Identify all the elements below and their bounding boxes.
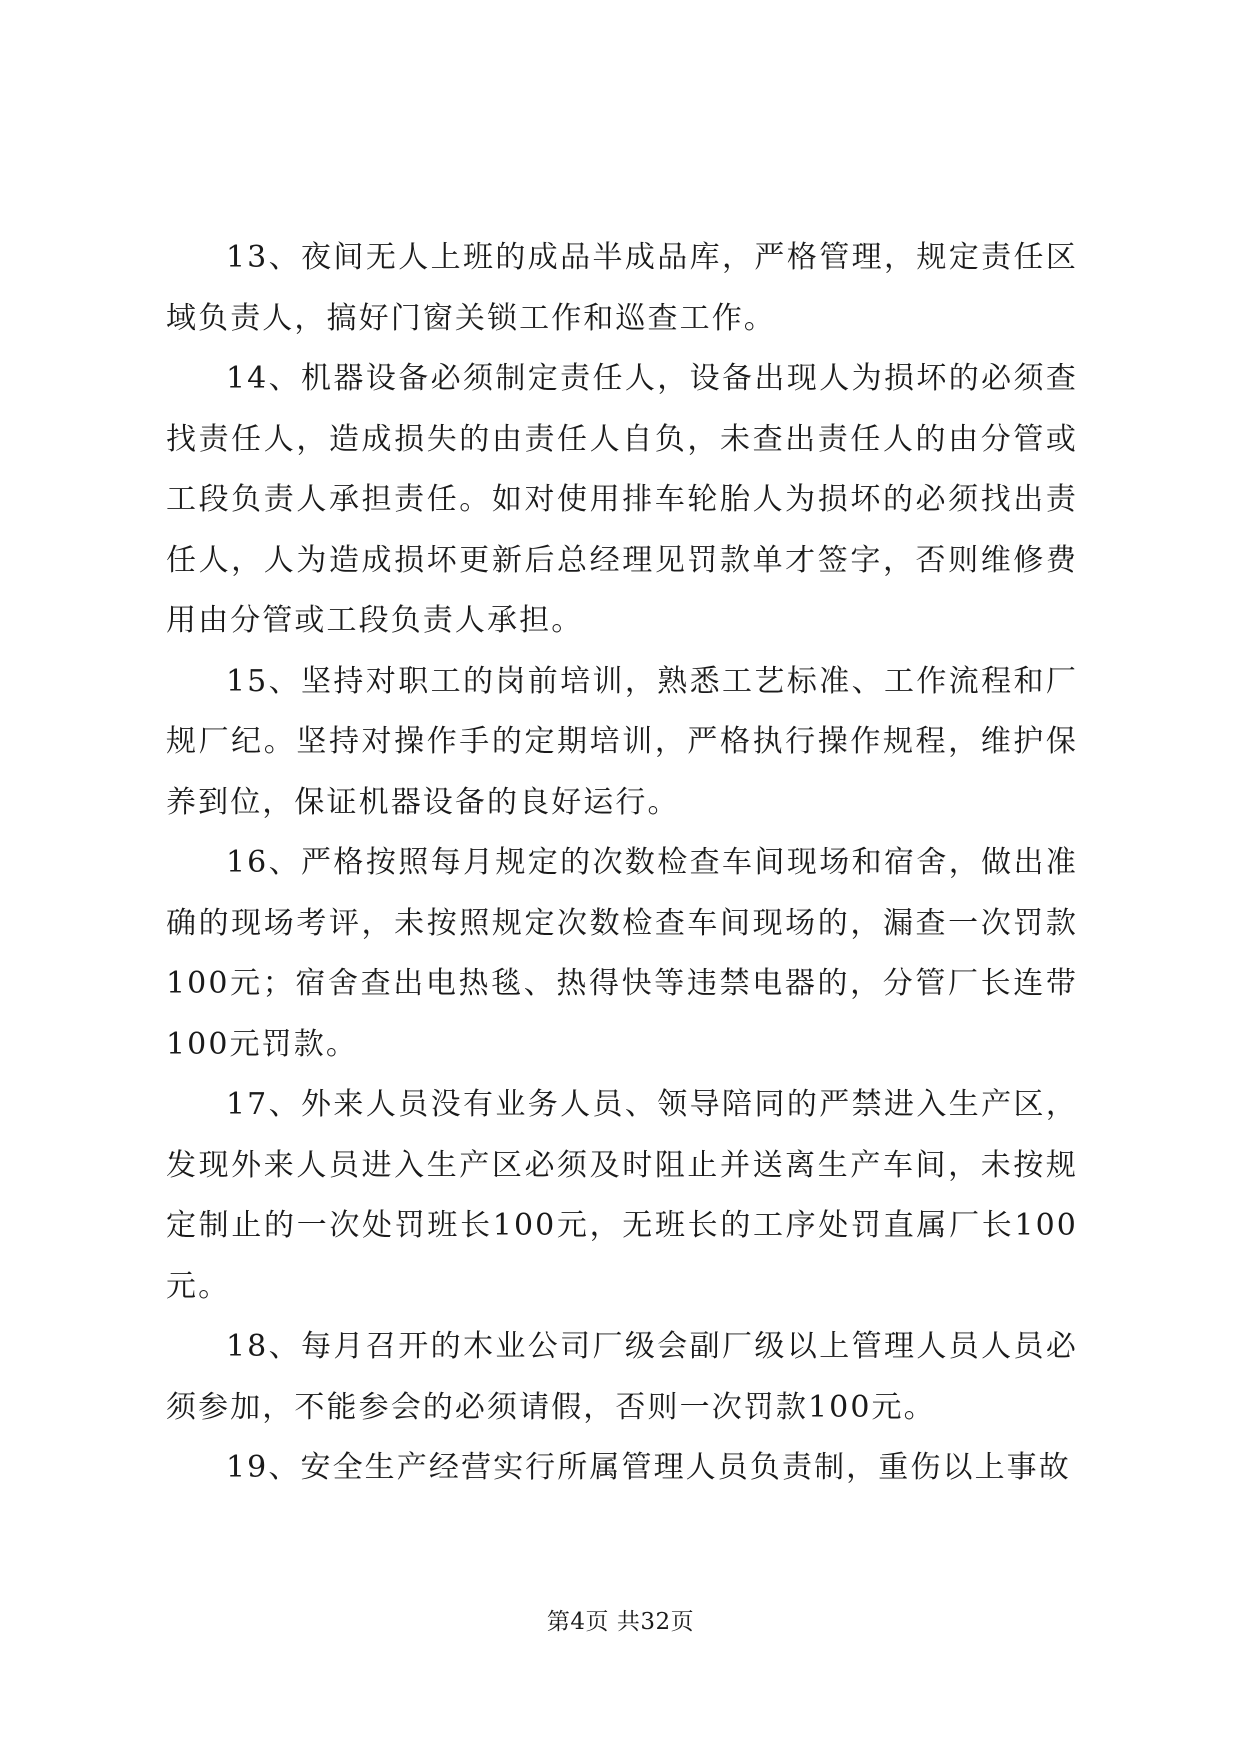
paragraph-14: 14、机器设备必须制定责任人，设备出现人为损坏的必须查找责任人，造成损失的由责任人自负，未查出责任人的由分管或工段负责人承担责任。如对使用排车轮胎人为损坏的必须找出责任人，人为造成损坏更新后总经理见罚款单才签字，否则维修费用由分管或工段负责人承担。: [166, 361, 1078, 638]
paragraph-18: 18、每月召开的木业公司厂级会副厂级以上管理人员人员必须参加，不能参会的必须请假，否则一次罚款100元。: [166, 1329, 1078, 1425]
paragraph-13: 13、夜间无人上班的成品半成品库，严格管理，规定责任区域负责人，搞好门窗关锁工作和巡查工作。: [166, 240, 1078, 336]
page-number-footer: 第4页 共32页: [546, 1609, 695, 1635]
paragraph-16: 16、严格按照每月规定的次数检查车间现场和宿舍，做出准确的现场考评，未按照规定次数检查车间现场的，漏查一次罚款100元；宿舍查出电热毯、热得快等违禁电器的，分管厂长连带100元罚款。: [166, 845, 1078, 1062]
document-body: [166, 228, 1078, 1499]
paragraph-19: 19、安全生产经营实行所属管理人员负责制，重伤以上事故: [226, 1450, 1071, 1485]
paragraph-15: 15、坚持对职工的岗前培训，熟悉工艺标准、工作流程和厂规厂纪。坚持对操作手的定期培训，严格执行操作规程，维护保养到位，保证机器设备的良好运行。: [166, 663, 1078, 820]
paragraph-17: 17、外来人员没有业务人员、领导陪同的严禁进入生产区，发现外来人员进入生产区必须及时阻止并送离生产车间，未按规定制止的一次处罚班长100元，无班长的工序处罚直属厂长100元。: [166, 1087, 1078, 1304]
